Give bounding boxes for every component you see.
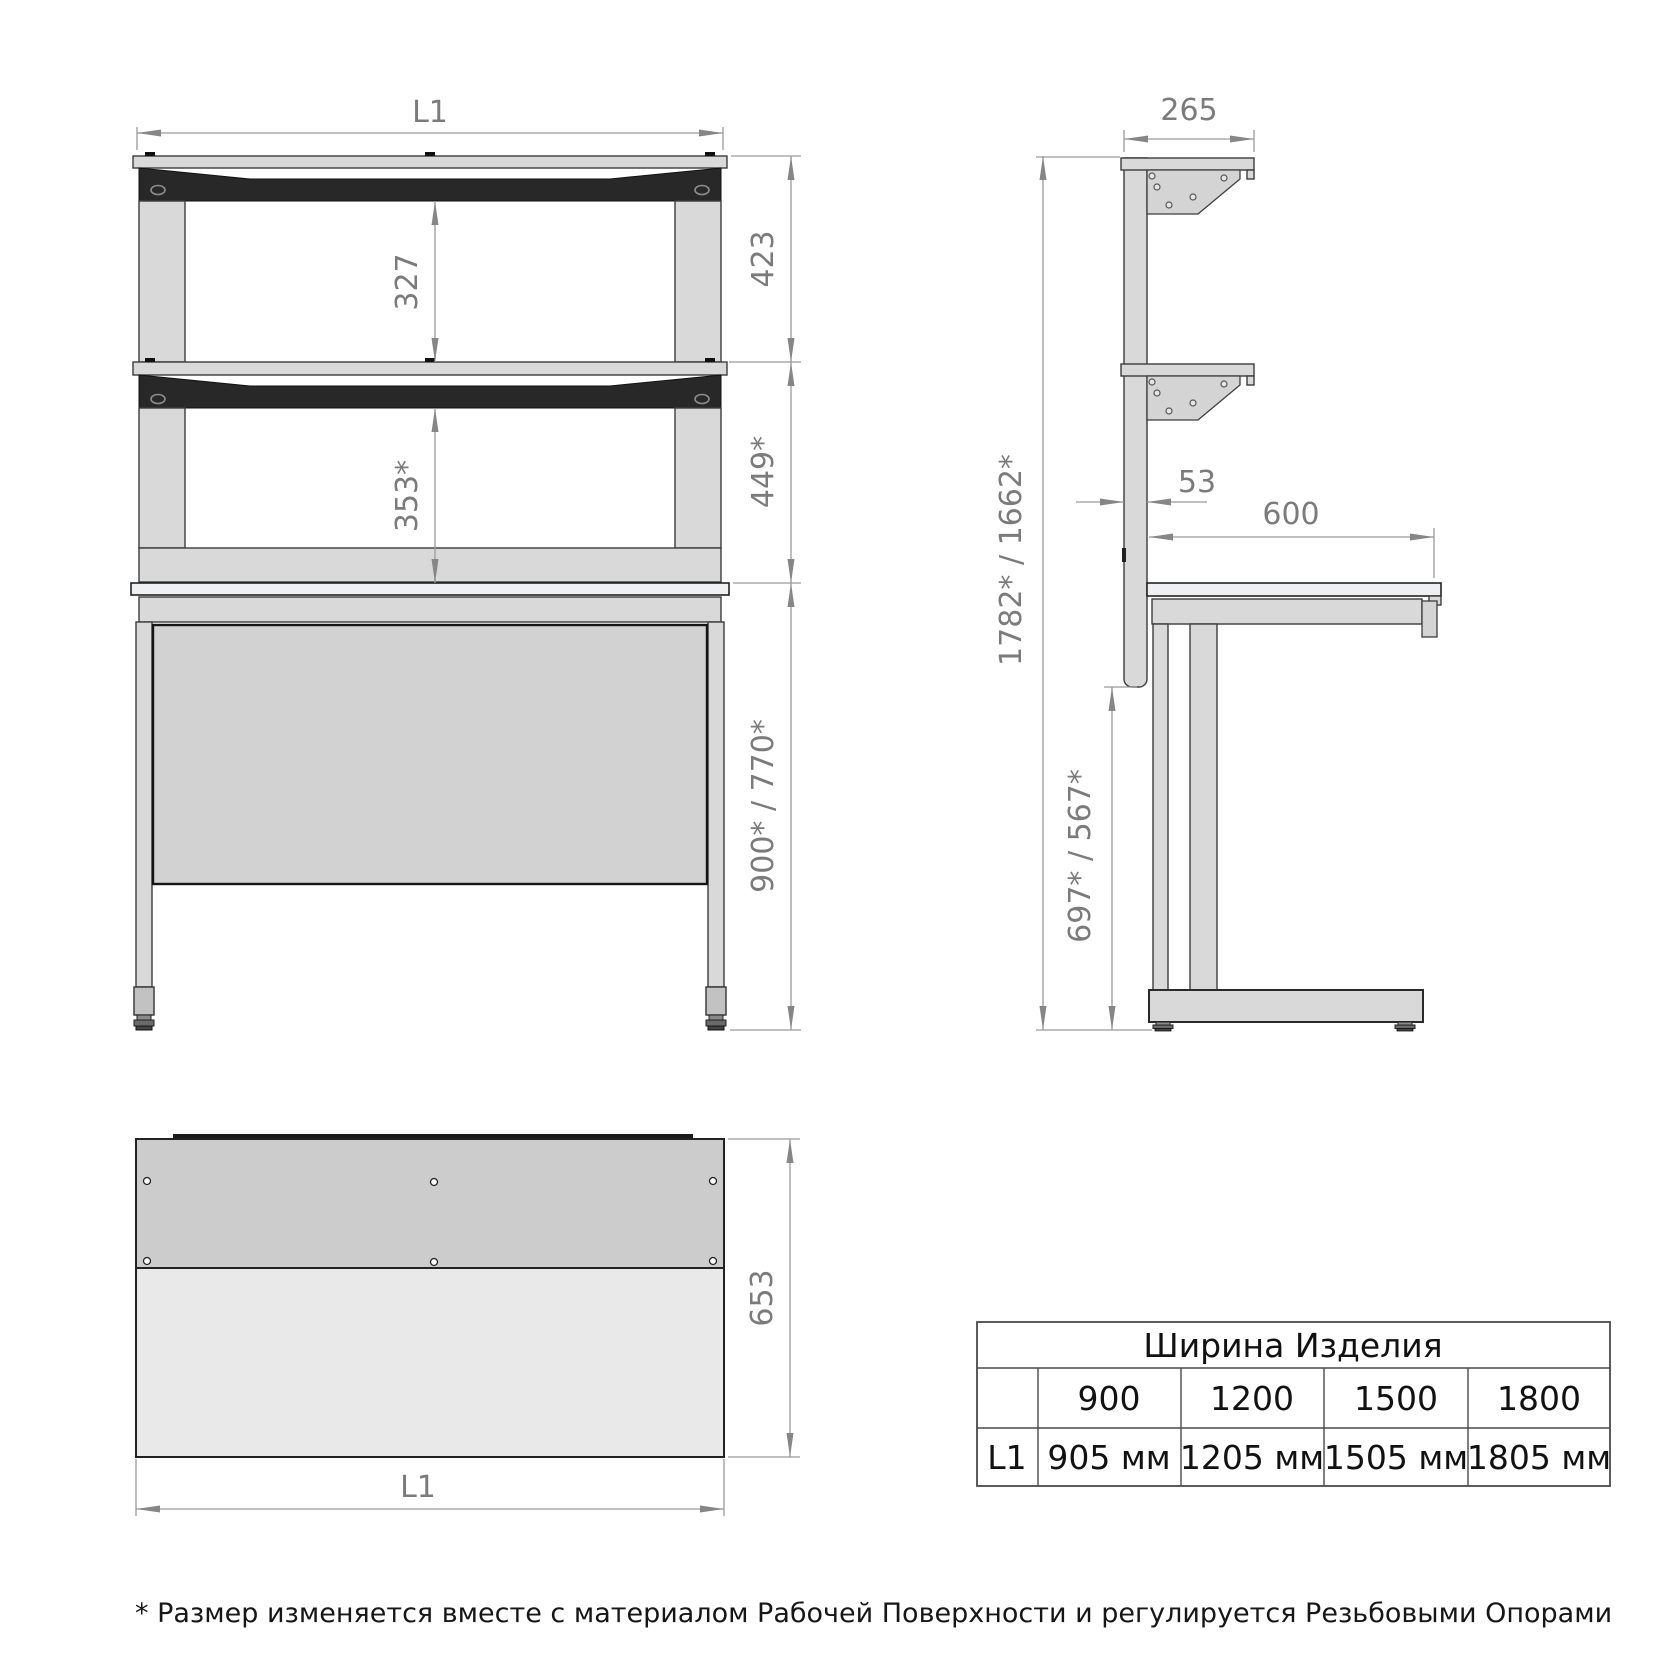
size-table-title: Ширина Изделия xyxy=(1143,1326,1443,1365)
side-dim-600 xyxy=(1149,497,1434,578)
top-view xyxy=(136,1134,800,1516)
side-adjustable-foot-left xyxy=(1153,1022,1173,1031)
side-top-shelf-board xyxy=(1121,158,1254,170)
front-top-shelf-board xyxy=(133,156,727,168)
side-base-rail xyxy=(1149,990,1423,1022)
top-dim-l1 xyxy=(136,1459,724,1516)
size-table-row-label: L1 xyxy=(987,1438,1027,1477)
side-leg-front xyxy=(1190,624,1217,990)
front-dim-chain-right xyxy=(729,156,801,1030)
size-table-val-905: 905 мм xyxy=(1047,1438,1171,1477)
side-dim-265-label: 265 xyxy=(1160,93,1218,128)
front-desk-top xyxy=(131,583,729,595)
front-top-shelf-rail xyxy=(139,168,721,201)
shelf-mount-tick xyxy=(145,358,155,362)
front-dim-353-label: 353* xyxy=(390,459,425,533)
top-dim-653 xyxy=(728,1139,800,1457)
front-dim-449-label: 449* xyxy=(746,435,781,509)
side-post-slot xyxy=(1122,548,1126,562)
side-dim-53-label: 53 xyxy=(1177,465,1217,500)
shelf-mount-tick xyxy=(425,152,435,156)
shelf-mount-tick xyxy=(705,152,715,156)
front-foot-sleeve-left xyxy=(134,987,154,1015)
front-back-panel xyxy=(153,625,707,884)
front-mid-shelf-rail xyxy=(139,375,721,408)
side-beam-end-tab xyxy=(1422,601,1437,637)
side-dim-697 xyxy=(1063,687,1137,1030)
side-leg-rear xyxy=(1153,624,1168,990)
front-riser-post-left-upper xyxy=(139,201,185,362)
side-top-shelf-lip xyxy=(1247,170,1254,179)
front-leg-left xyxy=(136,622,152,987)
size-table-val-1805: 1805 мм xyxy=(1466,1438,1612,1477)
shelf-mount-tick xyxy=(425,358,435,362)
front-riser-post-right-upper xyxy=(675,201,721,362)
front-mid-shelf-board xyxy=(133,362,727,375)
front-dim-327 xyxy=(390,201,439,362)
shelf-mount-tick xyxy=(145,152,155,156)
front-dim-423-label: 423 xyxy=(746,230,781,288)
size-table-col-900: 900 xyxy=(1077,1379,1141,1418)
front-adjustable-foot-right xyxy=(706,1015,726,1030)
front-riser-base xyxy=(139,548,721,582)
front-foot-sleeve-right xyxy=(706,987,726,1015)
top-dim-l1-label: L1 xyxy=(400,1470,436,1505)
size-table-col-1200: 1200 xyxy=(1210,1379,1294,1418)
front-dim-900-label: 900* / 770* xyxy=(746,719,781,893)
size-table-col-1800: 1800 xyxy=(1497,1379,1581,1418)
side-mid-shelf-lip xyxy=(1247,376,1254,385)
side-dim-1782-label: 1782* / 1662* xyxy=(994,454,1029,666)
front-riser-post-left-lower xyxy=(139,408,185,548)
side-view xyxy=(994,93,1441,1031)
front-adjustable-foot-left xyxy=(134,1015,154,1030)
size-table-col-1500: 1500 xyxy=(1354,1379,1438,1418)
side-desk-top xyxy=(1147,583,1441,596)
side-dim-697-label: 697* / 567* xyxy=(1063,769,1098,943)
side-dim-600-label: 600 xyxy=(1262,497,1320,532)
size-table-val-1205: 1205 мм xyxy=(1179,1438,1325,1477)
side-riser-post xyxy=(1124,158,1147,687)
side-dim-265 xyxy=(1124,93,1254,152)
size-table xyxy=(977,1322,1611,1486)
shelf-mount-tick xyxy=(705,358,715,362)
side-frame-beam xyxy=(1152,599,1422,624)
footnote: * Размер изменяется вместе с материалом Рабочей Поверхности и регулируется Резьбовыми Опорами xyxy=(135,1598,1613,1629)
front-riser-post-right-lower xyxy=(675,408,721,548)
size-table-val-1505: 1505 мм xyxy=(1323,1438,1469,1477)
top-dim-653-label: 653 xyxy=(745,1269,780,1327)
front-desk-apron xyxy=(139,597,721,622)
front-dim-l1-label: L1 xyxy=(412,95,448,130)
front-dim-l1 xyxy=(137,95,723,150)
top-view-riser-footprint xyxy=(136,1139,724,1268)
side-adjustable-foot-right xyxy=(1395,1022,1415,1031)
front-leg-right xyxy=(708,622,724,987)
front-dim-327-label: 327 xyxy=(390,253,425,311)
front-view xyxy=(131,95,801,1030)
side-mid-shelf-board xyxy=(1121,364,1254,376)
